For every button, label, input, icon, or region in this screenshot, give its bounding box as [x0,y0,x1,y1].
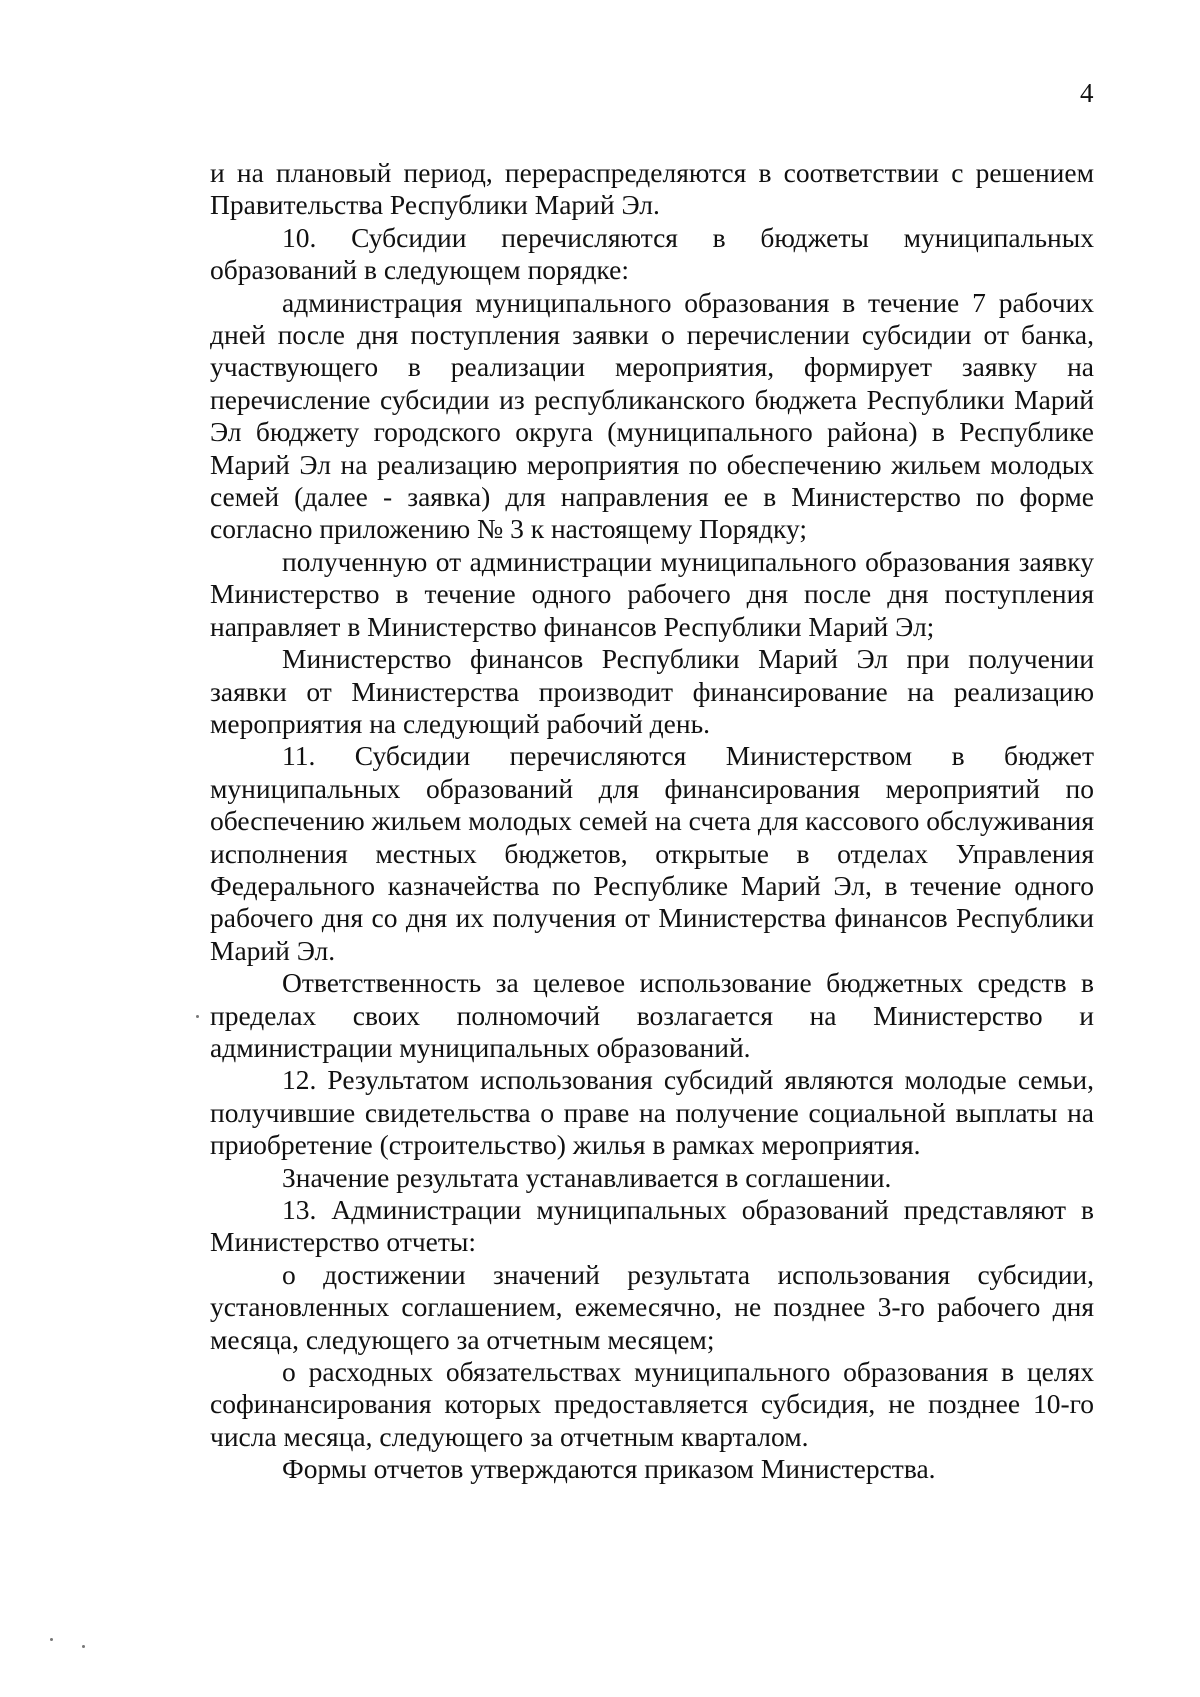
paragraph-responsibility: Ответственность за целевое использование бюджетных средств в пределах своих полномочий возлагается на Министерство и администрации муниципальных образований. [210,967,1094,1063]
scan-speck [50,1638,53,1641]
paragraph-result-value: Значение результата устанавливается в соглашении. [282,1161,892,1193]
paragraph-ministry-forwarding: полученную от администрации муниципального образования заявку Министерство в течение одного рабочего дня после дня поступления направляет в Министерство финансов Республики Марий Эл; [210,545,1094,642]
paragraph-clause-10: 10. Субсидии перечисляются в бюджеты муниципальных образований в следующем порядке: [210,221,1094,286]
paragraph-finance-ministry: Министерство финансов Республики Марий Эл при получении заявки от Министерства производит финансирование на реализацию мероприятия на следующий рабочий день. [210,643,1094,739]
paragraph-report-forms: Формы отчетов утверждаются приказом Министерства. [282,1453,936,1485]
paragraph-clause-11: 11. Субсидии перечисляются Министерством в бюджет муниципальных образований для финансирования мероприятий по обеспечению жильем молодых семей на счета для кассового обслуживания исполнения местных бюджетов, открытые в отделах Управления Федерального казначейства по Республике Марий Эл, в течение одного рабочего дня со дня их получения от Министерства финансов Республики Марий Эл. [210,740,1094,966]
paragraph-clause-13: 13. Администрации муниципальных образований представляют в Министерство отчеты: [210,1194,1094,1258]
paragraph-administration-request: администрация муниципального образования в течение 7 рабочих дней после дня поступления заявки о перечислении субсидии от банка, участвующего в реализации мероприятия, формирует заявку на перечисление субсидии из республиканского бюджета Республики Марий Эл бюджету городского округа (муниципального района) в Республике Марий Эл на реализацию мероприятия по обеспечению жильем молодых семей (далее - заявка) для направления ее в Министерство по форме согласно приложению № 3 к настоящему Порядку; [210,286,1094,545]
paragraph-report-obligations: о расходных обязательствах муниципального образования в целях софинансирования которых предоставляется субсидия, не позднее 10-го числа месяца, следующего за отчетным кварталом. [210,1356,1094,1452]
paragraph-report-achievement: о достижении значений результата использования субсидии, установленных соглашением, ежемесячно, не позднее 3-го рабочего дня месяца, следующего за отчетным месяцем; [210,1258,1094,1355]
scan-speck [196,1015,199,1018]
document-body [210,157,1094,1486]
paragraph-continuation: и на плановый период, перераспределяются в соответствии с решением Правительства Республики Марий Эл. [210,157,1094,221]
paragraph-clause-12: 12. Результатом использования субсидий являются молодые семьи, получившие свидетельства о праве на получение социальной выплаты на приобретение (строительство) жилья в рамках мероприятия. [210,1064,1094,1161]
page-number: 4 [1080,78,1094,108]
scan-speck [82,1645,85,1648]
